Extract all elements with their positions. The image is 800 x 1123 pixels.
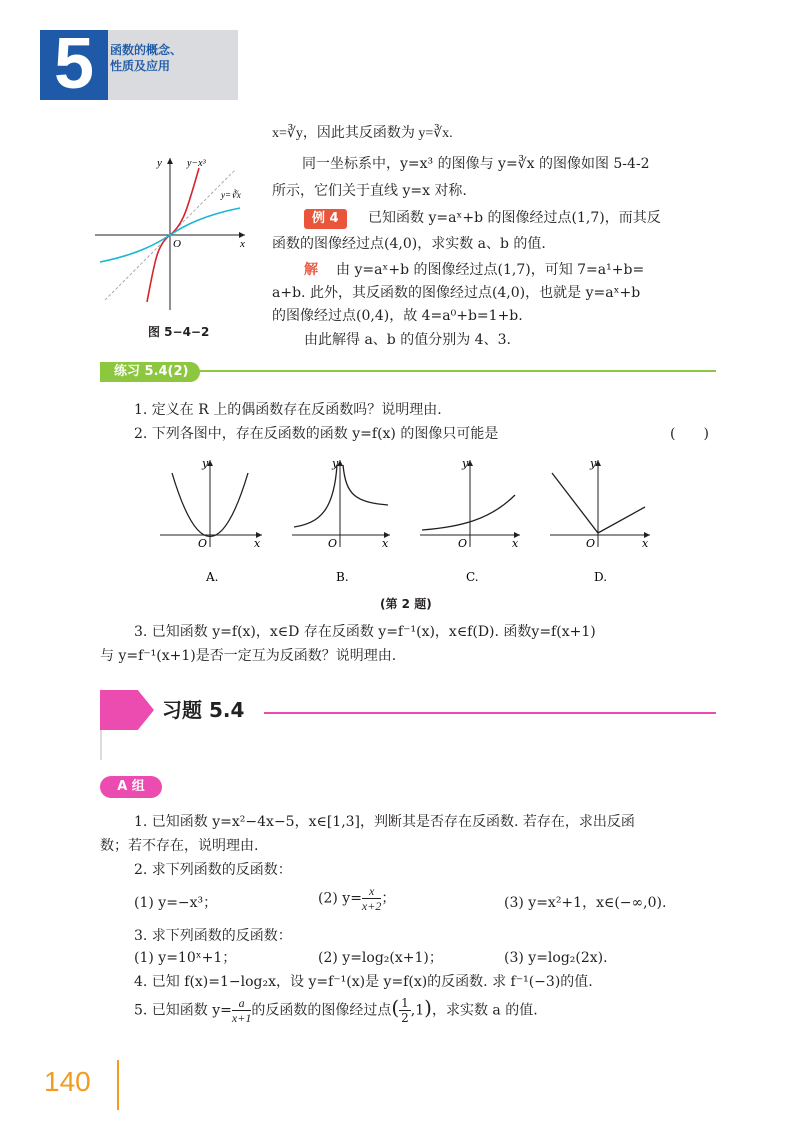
graph-b-left-branch bbox=[294, 465, 337, 527]
example-4-line-1: 已知函数 y=aˣ+b 的图像经过点(1,7)，而其反 bbox=[368, 210, 661, 226]
exercise-5 bbox=[134, 996, 538, 1025]
graphs-caption: (第 2 题) bbox=[380, 597, 432, 611]
page-number: 140 bbox=[44, 1066, 91, 1097]
y-axis-arrow bbox=[167, 158, 173, 164]
graph-d-label-o: O bbox=[586, 537, 596, 550]
fig-label-x: x bbox=[240, 238, 245, 250]
graph-b-label: B. bbox=[336, 570, 349, 584]
graph-a bbox=[160, 457, 262, 584]
example-4-label bbox=[304, 207, 347, 229]
exercise-5-prefix: 5. 已知函数 y= bbox=[134, 1002, 232, 1019]
exercise-5-denominator: x+1 bbox=[231, 1011, 252, 1025]
chapter-title bbox=[110, 42, 230, 74]
graph-b-right-branch bbox=[343, 465, 388, 505]
graph-b-label-x: x bbox=[382, 537, 389, 550]
exercise-2-a: (1) y=−x³； bbox=[134, 895, 218, 911]
exercise-5-fraction bbox=[232, 996, 251, 1025]
chapter-title-line2: 性质及应用 bbox=[110, 59, 171, 73]
exercise-5-suffix: ，求实数 a 的值. bbox=[431, 1002, 538, 1019]
text-line-3: 所示，它们关于直线 y=x 对称. bbox=[272, 183, 467, 199]
exercise-5-point-fraction bbox=[399, 996, 411, 1025]
exercise-5-point-denominator: 2 bbox=[401, 1011, 409, 1025]
exercise-3: 3. 求下列函数的反函数： bbox=[134, 928, 292, 944]
chapter-title-line1: 函数的概念、 bbox=[110, 43, 183, 57]
practice-q3-line-1: 3. 已知函数 y=f(x)，x∈D 存在反函数 y=f⁻¹(x)，x∈f(D). 函数y=f(x+1) bbox=[134, 624, 596, 640]
fig-label-curve1: y−x³ bbox=[187, 158, 206, 169]
graph-b bbox=[292, 457, 390, 584]
graph-a-label-o: O bbox=[198, 537, 208, 550]
graph-c-label-y: y bbox=[462, 457, 469, 470]
practice-tag: 练习 5.4(2) bbox=[100, 362, 200, 382]
figure-5-4-2 bbox=[95, 150, 265, 315]
solution-line-3: 的图像经过点(0,4)，故 4=a⁰+b=1+b. bbox=[272, 308, 523, 324]
exercise-2-b-prefix: (2) y= bbox=[318, 890, 362, 907]
solution-line-2: a+b. 此外，其反函数的图像经过点(4,0)，也就是 y=aˣ+b bbox=[272, 285, 641, 301]
graph-d-label: D. bbox=[594, 570, 608, 584]
exercise-3-c: (3) y=log₂(2x). bbox=[504, 950, 608, 966]
exercise-5-rparen: ) bbox=[424, 995, 432, 1020]
graph-c-curve bbox=[422, 495, 515, 530]
exercise-2-b-fraction bbox=[362, 884, 381, 913]
practice-q2: 2. 下列各图中，存在反函数的函数 y=f(x) 的图像只可能是 bbox=[134, 426, 499, 442]
exercise-4: 4. 已知 f(x)=1−log₂x，设 y=f⁻¹(x)是 y=f(x)的反函数. 求 f⁻¹(−3)的值. bbox=[134, 974, 593, 990]
exercise-3-a: (1) y=10ˣ+1； bbox=[134, 950, 237, 966]
fig-label-curve2: y=∛x bbox=[221, 190, 241, 200]
practice-graphs bbox=[150, 455, 670, 590]
fig-label-y: y bbox=[157, 157, 162, 169]
exercise-3-b: (2) y=log₂(x+1)； bbox=[318, 950, 443, 966]
exercise-5-lparen: ( bbox=[391, 995, 400, 1020]
graph-a-label-x: x bbox=[254, 537, 261, 550]
graph-d-label-y: y bbox=[590, 457, 597, 470]
example-tag: 例 4 bbox=[304, 209, 347, 229]
text-line-2: 同一坐标系中，y=x³ 的图像与 y=∛x 的图像如图 5-4-2 bbox=[302, 156, 650, 172]
practice-q1: 1. 定义在 R 上的偶函数存在反函数吗？说明理由. bbox=[134, 402, 442, 418]
graph-a-label-y: y bbox=[202, 457, 209, 470]
graph-b-label-o: O bbox=[328, 537, 338, 550]
group-a-badge: A 组 bbox=[100, 776, 162, 798]
chapter-number: 5 bbox=[53, 24, 95, 104]
solution-line-4: 由此解得 a、b 的值分别为 4、3. bbox=[304, 332, 511, 348]
exercise-1-line-2: 数；若不存在，说明理由. bbox=[100, 838, 259, 854]
exercise-5-point-rest: ,1 bbox=[410, 1002, 425, 1019]
exercise-5-numerator: a bbox=[232, 996, 251, 1011]
exercise-2-b-suffix: ； bbox=[381, 890, 396, 907]
figure-caption: 图 5−4−2 bbox=[148, 325, 210, 339]
practice-q2-blank: ( ) bbox=[670, 426, 709, 442]
exercise-2-b-denominator: x+2 bbox=[361, 899, 382, 913]
graph-d-label-x: x bbox=[642, 537, 649, 550]
solution-line-1: 由 y=aˣ+b 的图像经过点(1,7)，可知 7=a¹+b= bbox=[336, 262, 645, 278]
exercise-5-mid: 的反函数的图像经过点 bbox=[251, 1002, 392, 1019]
example-4-line-2: 函数的图像经过点(4,0)，求实数 a、b 的值. bbox=[272, 236, 546, 252]
page-number-rule bbox=[117, 1060, 119, 1110]
graph-b-label-y: y bbox=[332, 457, 339, 470]
graph-c-label-x: x bbox=[512, 537, 519, 550]
graph-c-label-o: O bbox=[458, 537, 468, 550]
graph-a-label: A. bbox=[206, 570, 219, 584]
practice-q3-line-2: 与 y=f⁻¹(x+1)是否一定互为反函数？说明理由. bbox=[100, 648, 397, 664]
exercise-title: 习题 5.4 bbox=[162, 698, 245, 722]
exercise-2-b-numerator: x bbox=[362, 884, 381, 899]
exercise-title-rule bbox=[264, 712, 716, 714]
graph-d bbox=[550, 457, 650, 584]
graph-c bbox=[420, 457, 520, 584]
exercise-2-c: (3) y=x²+1，x∈(−∞,0). bbox=[504, 895, 667, 911]
exercise-2: 2. 求下列函数的反函数： bbox=[134, 862, 292, 878]
exercise-2-b bbox=[318, 884, 395, 913]
fig-label-origin: O bbox=[173, 238, 181, 250]
exercise-1-line-1: 1. 已知函数 y=x²−4x−5，x∈[1,3]，判断其是否存在反函数. 若存在，求出反函 bbox=[134, 814, 635, 830]
graph-c-label: C. bbox=[466, 570, 479, 584]
exercise-5-point-numerator: 1 bbox=[401, 996, 409, 1010]
exercise-arrow bbox=[100, 690, 154, 730]
text-line-1: x=∛y，因此其反函数为 y=∛x. bbox=[272, 126, 453, 141]
solution-label: 解 bbox=[304, 262, 318, 278]
